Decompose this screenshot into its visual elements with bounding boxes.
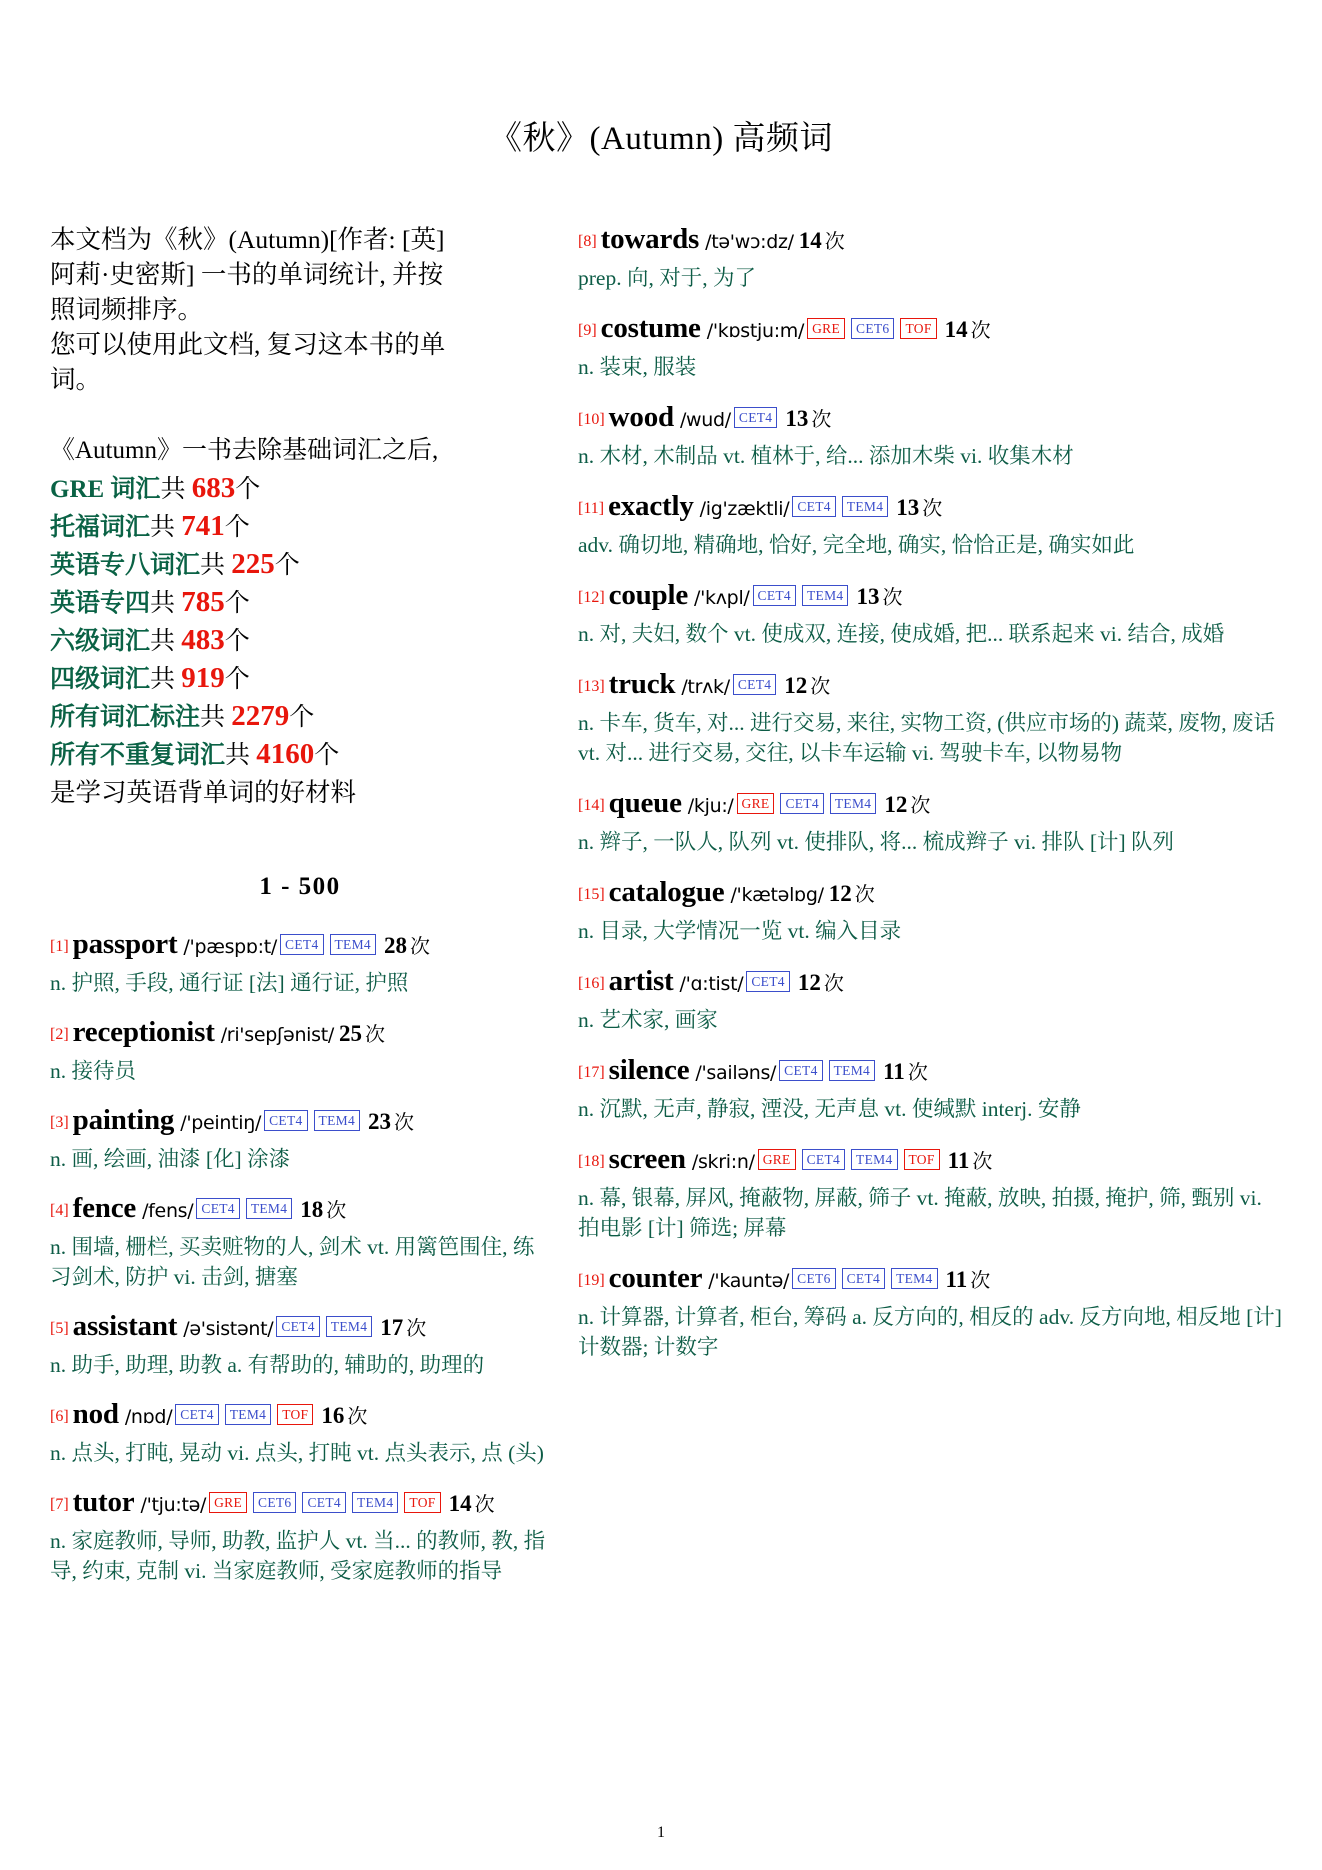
entry-definition: n. 助手, 助理, 助教 a. 有帮助的, 辅助的, 助理的 <box>50 1353 485 1377</box>
statistics-number: 483 <box>181 624 225 656</box>
vocabulary-tag: TEM4 <box>326 1316 372 1337</box>
entry-frequency-unit: 次 <box>970 320 991 342</box>
entry-definition: n. 对, 夫妇, 数个 vt. 使成双, 连接, 使成婚, 把... 联系起来 vi. 结合, 成婚 <box>578 622 1225 646</box>
entry-definition: n. 家庭教师, 导师, 助教, 监护人 vt. 当... 的教师, 教, 指导, 约束, 克制 vi. 当家庭教师, 受家庭教师的指导 <box>50 1529 546 1583</box>
entry-index: [7] <box>50 1496 69 1513</box>
entry-word: wood <box>608 401 674 433</box>
statistics-unit: 个 <box>224 666 250 693</box>
entry-pronunciation: /nɒd/ <box>124 1406 173 1428</box>
statistics-footer: 是学习英语背单词的好材料 <box>50 778 357 807</box>
word-entry <box>578 667 1282 768</box>
entry-pronunciation: /'kʌpl/ <box>694 587 750 609</box>
statistics-unit: 个 <box>224 590 250 617</box>
word-entry <box>50 1397 550 1468</box>
entry-frequency-count: 12 <box>828 881 852 906</box>
intro-line-2: 阿莉·史密斯] 一书的单词统计, 并按 <box>50 260 444 289</box>
statistics-number: 919 <box>181 662 225 694</box>
entry-frequency-count: 13 <box>856 584 880 609</box>
vocabulary-tag: TOF <box>404 1492 440 1513</box>
entry-frequency-unit: 次 <box>972 1151 993 1173</box>
entry-frequency-unit: 次 <box>922 498 943 520</box>
entry-definition: adv. 确切地, 精确地, 恰好, 完全地, 确实, 恰恰正是, 确实如此 <box>578 533 1135 557</box>
word-entry-header <box>578 1142 1282 1181</box>
word-entry-header <box>50 1103 550 1142</box>
entry-pronunciation: /kju:/ <box>687 795 734 817</box>
statistics-label: 英语专四 <box>50 590 151 617</box>
vocabulary-tag: CET4 <box>802 1149 845 1170</box>
right-entry-list <box>578 222 1282 1362</box>
entry-frequency-count: 28 <box>383 933 407 958</box>
vocabulary-tag: CET4 <box>734 407 777 428</box>
entry-word: passport <box>72 928 178 960</box>
entry-frequency-count: 13 <box>785 406 809 431</box>
vocabulary-tag: TEM4 <box>352 1492 398 1513</box>
statistics-unit: 个 <box>224 628 250 655</box>
word-entry-header <box>578 578 1282 617</box>
entry-definition: n. 围墙, 栅栏, 买卖赃物的人, 剑术 vt. 用篱笆围住, 练习剑术, 防护 vi. 击剑, 搪塞 <box>50 1235 535 1289</box>
word-entry-header <box>578 1053 1282 1092</box>
word-entry-header <box>50 1015 550 1054</box>
entry-word: silence <box>608 1054 690 1086</box>
word-entry-header <box>578 964 1282 1003</box>
statistics-number: 4160 <box>256 738 315 770</box>
entry-index: [10] <box>578 411 605 428</box>
entry-frequency-unit: 次 <box>326 1200 347 1222</box>
entry-pronunciation: /'kɒstju:m/ <box>706 320 805 342</box>
entry-frequency-unit: 次 <box>406 1318 427 1340</box>
entry-pronunciation: /wud/ <box>679 409 731 431</box>
entry-frequency-unit: 次 <box>882 587 903 609</box>
word-entry-header <box>578 786 1282 825</box>
entry-frequency-unit: 次 <box>474 1494 495 1516</box>
vocabulary-tag: CET4 <box>779 1060 822 1081</box>
word-entry <box>50 1485 550 1586</box>
entry-index: [5] <box>50 1320 69 1337</box>
statistics-label: 托福词汇 <box>50 514 151 541</box>
entry-frequency-unit: 次 <box>907 1062 928 1084</box>
entry-index: [9] <box>578 322 597 339</box>
entry-word: truck <box>608 668 676 700</box>
entry-frequency-unit: 次 <box>854 884 875 906</box>
vocabulary-tag: CET4 <box>280 934 323 955</box>
word-entry <box>578 786 1282 857</box>
entry-index: [8] <box>578 233 597 250</box>
vocabulary-tag: TEM4 <box>829 1060 875 1081</box>
vocabulary-tag: GRE <box>758 1149 796 1170</box>
statistics-unit: 个 <box>235 476 261 503</box>
vocabulary-tag: CET6 <box>253 1492 296 1513</box>
statistics-row <box>50 470 550 508</box>
statistics-mid: 共 <box>150 590 182 617</box>
word-entry-header <box>578 875 1282 914</box>
entry-word: assistant <box>72 1310 178 1342</box>
vocabulary-tag: CET4 <box>733 674 776 695</box>
entry-index: [18] <box>578 1153 605 1170</box>
entry-word: catalogue <box>608 876 725 908</box>
vocabulary-tag: TOF <box>900 318 936 339</box>
entry-word: painting <box>72 1104 175 1136</box>
word-entry-header <box>578 489 1282 528</box>
statistics-row <box>50 546 550 584</box>
vocabulary-tag: CET4 <box>753 585 796 606</box>
entry-frequency-unit: 次 <box>970 1270 991 1292</box>
entry-frequency-count: 14 <box>448 1491 472 1516</box>
statistics-mid: 共 <box>150 628 182 655</box>
vocabulary-tag: CET4 <box>264 1110 307 1131</box>
entry-word: fence <box>72 1192 137 1224</box>
entry-pronunciation: /ə'sistənt/ <box>183 1318 274 1340</box>
intro-line-5: 词。 <box>50 365 102 394</box>
vocabulary-tag: CET4 <box>175 1404 218 1425</box>
word-entry-header <box>578 667 1282 706</box>
entry-definition: n. 目录, 大学情况一览 vt. 编入目录 <box>578 919 902 943</box>
entry-pronunciation: /'ɑ:tist/ <box>679 973 744 995</box>
entry-frequency-count: 14 <box>944 317 968 342</box>
entry-frequency-count: 14 <box>798 228 822 253</box>
entry-index: [13] <box>578 678 605 695</box>
statistics-label: GRE 词汇 <box>50 476 161 503</box>
word-entry <box>578 1142 1282 1243</box>
word-entry <box>578 222 1282 293</box>
left-entry-list <box>50 927 550 1586</box>
intro-line-4: 您可以使用此文档, 复习这本书的单 <box>50 330 446 359</box>
intro-line-3: 照词频排序。 <box>50 295 204 324</box>
entry-definition: n. 卡车, 货车, 对... 进行交易, 来往, 实物工资, (供应市场的) 蔬菜, 废物, 废话 vt. 对... 进行交易, 交往, 以卡车运输 vi. 驾驶卡车, 以物易物 <box>578 711 1275 765</box>
page-number: 1 <box>657 1824 665 1841</box>
statistics-block <box>50 433 550 811</box>
entry-index: [3] <box>50 1114 69 1131</box>
entry-pronunciation: /fens/ <box>142 1200 194 1222</box>
entry-index: [6] <box>50 1408 69 1425</box>
entry-frequency-count: 11 <box>883 1059 905 1084</box>
page-title: 《秋》(Autumn) 高频词 <box>489 121 833 157</box>
entry-index: [16] <box>578 975 605 992</box>
vocabulary-tag: TEM4 <box>330 934 376 955</box>
statistics-label: 所有不重复词汇 <box>50 742 226 769</box>
entry-index: [12] <box>578 589 605 606</box>
vocabulary-tag: TEM4 <box>802 585 848 606</box>
vocabulary-tag: TOF <box>277 1404 313 1425</box>
entry-frequency-unit: 次 <box>811 409 832 431</box>
entry-definition: n. 点头, 打盹, 晃动 vi. 点头, 打盹 vt. 点头表示, 点 (头) <box>50 1441 544 1465</box>
word-entry <box>578 1261 1282 1362</box>
vocabulary-tag: TEM4 <box>891 1268 937 1289</box>
entry-frequency-count: 12 <box>797 970 821 995</box>
word-entry-header <box>50 1397 550 1436</box>
entry-pronunciation: /'kauntə/ <box>708 1270 790 1292</box>
entry-definition: n. 接待员 <box>50 1059 137 1083</box>
entry-pronunciation: /'sailəns/ <box>695 1062 777 1084</box>
word-entry <box>578 1053 1282 1124</box>
word-entry <box>50 1103 550 1174</box>
word-entry <box>578 875 1282 946</box>
entry-frequency-unit: 次 <box>823 973 844 995</box>
entry-pronunciation: /ig'zæktli/ <box>699 498 790 520</box>
entry-frequency-unit: 次 <box>347 1406 368 1428</box>
entry-word: nod <box>72 1398 119 1430</box>
entry-word: receptionist <box>72 1016 215 1048</box>
entry-index: [2] <box>50 1026 69 1043</box>
entry-index: [14] <box>578 797 605 814</box>
entry-definition: n. 护照, 手段, 通行证 [法] 通行证, 护照 <box>50 971 409 995</box>
statistics-number: 2279 <box>231 700 290 732</box>
entry-word: tutor <box>72 1486 135 1518</box>
entry-pronunciation: /'pæspɒ:t/ <box>183 936 278 958</box>
entry-definition: n. 艺术家, 画家 <box>578 1008 718 1032</box>
vocabulary-tag: TEM4 <box>246 1198 292 1219</box>
entry-frequency-unit: 次 <box>910 795 931 817</box>
entry-frequency-count: 11 <box>947 1148 970 1173</box>
entry-pronunciation: /'peintiŋ/ <box>180 1112 262 1134</box>
right-column <box>560 222 1322 1603</box>
entry-definition: n. 沉默, 无声, 静寂, 湮没, 无声息 vt. 使缄默 interj. 安静 <box>578 1097 1081 1121</box>
word-entry <box>50 927 550 998</box>
statistics-rows <box>50 470 550 774</box>
entry-definition: n. 画, 绘画, 油漆 [化] 涂漆 <box>50 1147 291 1171</box>
entry-frequency-count: 16 <box>321 1403 345 1428</box>
word-entry-header <box>50 927 550 966</box>
entry-frequency-unit: 次 <box>394 1112 414 1134</box>
statistics-label: 四级词汇 <box>50 666 151 693</box>
statistics-number: 741 <box>181 510 225 542</box>
vocabulary-tag: CET4 <box>746 971 789 992</box>
entry-word: couple <box>608 579 689 611</box>
statistics-label: 六级词汇 <box>50 628 151 655</box>
statistics-row <box>50 584 550 622</box>
entry-frequency-count: 17 <box>380 1315 404 1340</box>
entry-index: [4] <box>50 1202 69 1219</box>
entry-definition: n. 木材, 木制品 vt. 植林于, 给... 添加木柴 vi. 收集木材 <box>578 444 1074 468</box>
entry-definition: prep. 向, 对于, 为了 <box>578 266 756 290</box>
word-entry <box>578 400 1282 471</box>
word-entry <box>50 1015 550 1086</box>
entry-pronunciation: /skri:n/ <box>691 1151 755 1173</box>
left-column <box>0 222 560 1603</box>
entry-frequency-unit: 次 <box>365 1024 386 1046</box>
entry-word: queue <box>608 787 682 819</box>
word-entry <box>50 1309 550 1380</box>
word-entry <box>50 1191 550 1292</box>
word-entry-header <box>50 1309 550 1348</box>
two-column-body <box>0 222 1322 1603</box>
vocabulary-tag: CET6 <box>851 318 894 339</box>
statistics-number: 683 <box>191 472 236 504</box>
vocabulary-tag: TEM4 <box>830 793 876 814</box>
entry-index: [15] <box>578 886 605 903</box>
word-entry-header <box>578 222 1282 261</box>
intro-paragraph <box>50 222 550 397</box>
word-entry-header <box>578 1261 1282 1300</box>
entry-frequency-count: 11 <box>945 1267 968 1292</box>
word-entry-header <box>50 1485 550 1524</box>
vocabulary-tag: TEM4 <box>314 1110 360 1131</box>
word-entry <box>578 578 1282 649</box>
vocabulary-tag: GRE <box>807 318 845 339</box>
statistics-mid: 共 <box>150 514 182 541</box>
statistics-unit: 个 <box>314 742 340 769</box>
word-entry <box>578 964 1282 1035</box>
vocabulary-tag: TEM4 <box>842 496 888 517</box>
statistics-number: 785 <box>181 586 225 618</box>
statistics-row <box>50 660 550 698</box>
entry-frequency-unit: 次 <box>409 936 430 958</box>
vocabulary-tag: CET4 <box>842 1268 885 1289</box>
word-entry <box>578 311 1282 382</box>
vocabulary-tag: GRE <box>737 793 775 814</box>
entry-frequency-count: 23 <box>368 1109 391 1134</box>
entry-frequency-count: 18 <box>300 1197 324 1222</box>
vocabulary-tag: CET6 <box>792 1268 835 1289</box>
statistics-unit: 个 <box>224 514 250 541</box>
statistics-mid: 共 <box>200 704 232 731</box>
statistics-mid: 共 <box>200 552 232 579</box>
vocabulary-tag: TEM4 <box>851 1149 897 1170</box>
statistics-heading: 《Autumn》一书去除基础词汇之后, <box>50 437 439 464</box>
vocabulary-tag: GRE <box>209 1492 247 1513</box>
vocabulary-tag: CET4 <box>792 496 835 517</box>
entry-word: costume <box>600 312 701 344</box>
entry-pronunciation: /tə'wɔ:dz/ <box>705 231 794 253</box>
entry-frequency-unit: 次 <box>824 231 845 253</box>
entry-index: [1] <box>50 938 69 955</box>
entry-definition: n. 装束, 服装 <box>578 355 697 379</box>
entry-pronunciation: /'kætəlɒg/ <box>730 884 824 906</box>
word-entry-header <box>578 400 1282 439</box>
vocabulary-tag: CET4 <box>276 1316 319 1337</box>
entry-index: [17] <box>578 1064 605 1081</box>
statistics-unit: 个 <box>289 704 315 731</box>
vocabulary-tag: TOF <box>904 1149 940 1170</box>
statistics-label: 英语专八词汇 <box>50 552 201 579</box>
entry-definition: n. 幕, 银幕, 屏风, 掩蔽物, 屏蔽, 筛子 vt. 掩蔽, 放映, 拍摄, 掩护, 筛, 甄别 vi. 拍电影 [计] 筛选; 屏幕 <box>578 1186 1262 1240</box>
entry-word: towards <box>600 223 700 255</box>
entry-frequency-count: 12 <box>884 792 908 817</box>
spacer <box>50 403 550 433</box>
entry-word: screen <box>608 1143 686 1175</box>
entry-frequency-count: 12 <box>784 673 808 698</box>
range-heading: 1 - 500 <box>259 873 341 900</box>
statistics-row <box>50 508 550 546</box>
vocabulary-tag: CET4 <box>196 1198 239 1219</box>
vocabulary-tag: TEM4 <box>225 1404 271 1425</box>
statistics-label: 所有词汇标注 <box>50 704 201 731</box>
statistics-unit: 个 <box>274 552 300 579</box>
vocabulary-tag: CET4 <box>302 1492 345 1513</box>
word-entry-header <box>578 311 1282 350</box>
entry-definition: n. 辫子, 一队人, 队列 vt. 使排队, 将... 梳成辫子 vi. 排队 [计] 队列 <box>578 830 1175 854</box>
statistics-mid: 共 <box>150 666 182 693</box>
statistics-row <box>50 622 550 660</box>
word-entry <box>578 489 1282 560</box>
entry-definition: n. 计算器, 计算者, 柜台, 筹码 a. 反方向的, 相反的 adv. 反方向地, 相反地 [计] 计数器; 计数字 <box>578 1305 1282 1359</box>
intro-line-1: 本文档为《秋》(Autumn)[作者: [英] <box>50 225 445 254</box>
statistics-row <box>50 698 550 736</box>
entry-pronunciation: /'tju:tə/ <box>140 1494 207 1516</box>
entry-index: [11] <box>578 500 605 517</box>
statistics-mid: 共 <box>225 742 257 769</box>
entry-frequency-count: 25 <box>339 1021 363 1046</box>
word-entry-header <box>50 1191 550 1230</box>
entry-index: [19] <box>578 1272 605 1289</box>
entry-word: artist <box>608 965 674 997</box>
entry-pronunciation: /trʌk/ <box>681 676 730 698</box>
statistics-number: 225 <box>231 548 275 580</box>
entry-frequency-unit: 次 <box>810 676 831 698</box>
vocabulary-tag: CET4 <box>780 793 823 814</box>
entry-word: counter <box>608 1262 703 1294</box>
entry-frequency-count: 13 <box>896 495 920 520</box>
statistics-row <box>50 736 550 774</box>
entry-pronunciation: /ri'sepʃənist/ <box>220 1024 335 1046</box>
statistics-mid: 共 <box>160 476 192 503</box>
entry-word: exactly <box>608 490 694 522</box>
